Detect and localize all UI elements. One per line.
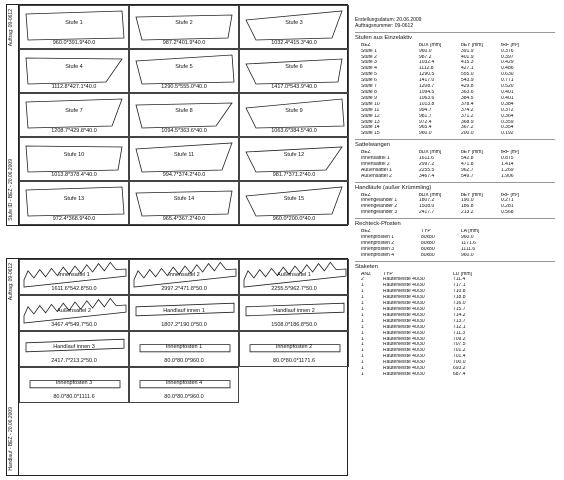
part-outline (136, 103, 232, 128)
part-cell (129, 137, 239, 181)
table-cell: 0.401 (501, 95, 514, 101)
table-cell: 716.0 (453, 301, 466, 307)
part-label: Handlauf innen 1 (163, 307, 205, 314)
table-cell: Rautenleiste 40/30 (383, 360, 425, 366)
part-label: Stufe 13 (63, 196, 85, 203)
part-dimensions: 965.4*367.2*40.0 (162, 216, 206, 222)
table-cell: 1 (361, 330, 364, 336)
section-title: Handläufe (außer Krümmling) (355, 184, 432, 191)
table-cell: 712.1 (453, 324, 466, 330)
table-cell: 0.376 (501, 48, 514, 54)
table-cell: Rautenleiste 40/30 (383, 295, 425, 301)
table-cell: 960.0 (419, 48, 432, 54)
table-cell: 1611.6 (419, 156, 434, 162)
order-line: Auftragsnummer : 09-0612 (355, 22, 414, 29)
table-cell: 2997.2 (419, 161, 435, 167)
table-cell: Innenpfosten 3 (361, 246, 395, 252)
date-line: Erstellungsdatum : 20.06.2009 (355, 17, 422, 23)
table-cell: 1 (361, 348, 364, 354)
part-dimensions: 994.7*374.2*40.0 (162, 172, 206, 178)
table-row (355, 131, 560, 137)
table-cell: 2255.5 (419, 167, 435, 173)
part-label: Innenpfosten 3 (55, 379, 93, 386)
table-cell: 701.4 (453, 354, 466, 360)
part-cell (239, 137, 349, 181)
table-cell: TYP (421, 229, 431, 235)
table-cell: 1032.4 (419, 60, 435, 66)
part-label: Innensattel 2 (168, 271, 200, 278)
part-cell (129, 181, 239, 225)
table-cell: Rautenleiste 40/30 (383, 354, 425, 360)
table-cell: 960.0 (419, 131, 432, 137)
table-cell: 700.0 (453, 360, 466, 366)
table-cell: 401.9 (461, 54, 474, 60)
table-cell: 1063.6 (419, 95, 435, 101)
part-dimensions: 3467.4*549.7*50.0 (51, 322, 97, 328)
part-dimensions: 80.0*80.0*1171.6 (272, 358, 316, 364)
date-label: Erstellungsdatum (355, 17, 394, 23)
table-cell: Stufe 8 (361, 89, 377, 95)
table-cell: Stufe 6 (361, 78, 377, 84)
table-cell: 374.2 (461, 107, 474, 113)
table-cell: Rautenleiste 40/30 (383, 371, 425, 377)
table-cell: 1171.6 (461, 240, 476, 246)
table-cell: 987.2 (419, 54, 432, 60)
part-dimensions: 1208.7*429.8*40.0 (51, 128, 97, 134)
table-cell: Rautenleiste 40/30 (383, 324, 425, 330)
table-cell: Innensattel 2 (361, 161, 390, 167)
part-cell (239, 181, 349, 225)
table-cell: Innensattel 1 (361, 156, 390, 162)
part-dimensions: 1417.0*543.9*40.0 (271, 84, 317, 90)
table-cell: 1013.8 (419, 101, 435, 107)
table-cell: 367.2 (461, 125, 474, 131)
table-cell: Innenpfosten 4 (361, 252, 395, 258)
parts-list-panel (355, 0, 560, 378)
table-cell: Stufe 15 (361, 131, 380, 137)
part-dimensions: 1112.8*427.1*40.0 (51, 84, 97, 90)
table-cell: 1 (361, 324, 364, 330)
table-cell: 1112.8 (419, 66, 434, 72)
table-cell: 2417.7 (419, 210, 435, 216)
date-value: 20.06.2009 (396, 17, 422, 23)
part-dimensions: 1094.5*363.6*40.0 (161, 128, 207, 134)
part-dimensions: 1290.5*555.0*40.0 (161, 84, 207, 90)
table-cell: Rautenleiste 40/30 (383, 348, 425, 354)
part-dimensions: 1508.0*186.8*50.0 (271, 322, 317, 328)
table-cell: Stufe 5 (361, 72, 377, 78)
part-cell (239, 49, 349, 93)
part-label: Stufe 14 (173, 196, 195, 203)
section-divider (355, 182, 555, 183)
part-cell (239, 295, 349, 331)
table-cell: Stufe 2 (361, 54, 377, 60)
table-cell: 1 (361, 289, 364, 295)
table-cell: 378.4 (461, 101, 474, 107)
table-cell: 80x80 (421, 240, 435, 246)
table-cell: Innengeländer 2 (361, 204, 398, 210)
part-cell (19, 49, 129, 93)
part-dimensions: 960.0*200.0*40.0 (272, 216, 316, 222)
part-label: Stufe 9 (285, 108, 303, 115)
part-cell (19, 5, 129, 49)
table-cell: 80x80 (421, 235, 435, 240)
table-cell: 0.281 (501, 204, 514, 210)
table-cell: Rautenleiste 40/30 (383, 312, 425, 318)
table-cell: 0.359 (501, 119, 514, 125)
part-label: Innenpfosten 2 (275, 343, 313, 350)
table-cell: 1 (361, 354, 364, 360)
part-cell (129, 93, 239, 137)
table-cell: 0.192 (501, 131, 514, 137)
table-cell: 543.9 (461, 78, 474, 84)
table-cell: Rautenleiste 40/30 (383, 277, 425, 283)
table-cell: Außensattel 1 (361, 167, 392, 173)
table-cell: 717.1 (453, 283, 466, 289)
table-cell: 2 (361, 277, 364, 283)
section-title: Sattelwangen (355, 142, 391, 149)
table-cell: Rautenleiste 40/30 (383, 306, 425, 312)
part-outline (246, 147, 342, 172)
table-row (355, 174, 560, 180)
sheet-sidebar (7, 259, 19, 475)
table-cell: 1 (361, 306, 364, 312)
table-cell: Stufe 1 (361, 48, 377, 54)
section-divider (355, 261, 555, 262)
table-cell: LA [mm] (461, 229, 480, 235)
part-cell (129, 367, 239, 403)
part-dimensions: 981.7*371.2*40.0 (272, 172, 316, 178)
table-cell: 384.5 (461, 95, 474, 101)
part-label: Stufe 12 (283, 152, 305, 159)
table-cell: 713.7 (453, 318, 466, 324)
table-cell: BEZ (361, 150, 371, 156)
table-cell: 1 (361, 318, 364, 324)
table-cell: 429.8 (461, 84, 474, 90)
part-cell (19, 331, 129, 367)
table-cell: bDX [mm] (419, 42, 442, 48)
table-cell: Stufe 11 (361, 107, 380, 113)
table-cell: Rautenleiste 40/30 (383, 336, 425, 342)
table-cell: 368.9 (461, 119, 474, 125)
table-cell: Innengeländer 1 (361, 198, 398, 204)
part-cell (19, 259, 129, 295)
table-cell: Innengeländer 3 (361, 210, 398, 216)
table-cell: 0.384 (501, 101, 514, 107)
part-cell (239, 5, 349, 49)
table-cell: Rautenleiste 40/30 (383, 283, 425, 289)
part-cell (19, 295, 129, 331)
part-dimensions: 2255.5*962.7*50.0 (271, 286, 317, 292)
part-outline (26, 58, 122, 84)
table-cell: 0.401 (501, 89, 514, 95)
table-cell: Außensattel 2 (361, 173, 392, 179)
part-cell (239, 331, 349, 367)
table-cell: 415.3 (461, 60, 474, 66)
table-cell: tRF [m²] (501, 192, 520, 198)
part-dimensions: 1611.6*542.8*50.0 (51, 286, 97, 292)
handlauf-sheet (6, 258, 348, 476)
part-cell (129, 259, 239, 295)
table-cell: 962.7 (461, 167, 474, 173)
table-cell: 1290.5 (419, 72, 435, 78)
table-cell: 1111.6 (461, 246, 476, 252)
part-outline (136, 15, 232, 40)
order-value: 09-0612 (394, 22, 414, 29)
table-cell: Stufe 14 (361, 125, 380, 131)
table-cell: 709.2 (453, 336, 466, 342)
section-title: Staketen (355, 263, 378, 270)
parts-tables (355, 32, 560, 378)
part-outline (26, 146, 122, 172)
table-cell: 190.0 (461, 198, 474, 204)
table-cell: 1.906 (501, 173, 514, 179)
table-cell: 200.0 (461, 131, 474, 137)
table-cell: 0.372 (501, 107, 514, 113)
table-cell: 549.7 (461, 173, 474, 179)
table-cell: 972.4 (419, 119, 432, 125)
table-cell: ANZ (361, 271, 371, 277)
table-cell: 711.4 (453, 277, 466, 283)
table-cell: LD [mm] (453, 271, 472, 277)
part-dimensions: 972.4*368.9*40.0 (52, 216, 96, 222)
part-cell (239, 93, 349, 137)
table-cell: bEY [mm] (461, 192, 483, 198)
table-cell: 687.4 (453, 371, 466, 377)
table-cell: 1807.2 (419, 198, 435, 204)
table-cell: Stufe 7 (361, 84, 377, 90)
part-label: Stufe 15 (283, 196, 305, 203)
part-dimensions: 1807.2*190.0*50.0 (161, 322, 207, 328)
part-dimensions: 1063.6*384.5*40.0 (271, 128, 317, 134)
part-cell (239, 259, 349, 295)
table-cell: 0.429 (501, 60, 514, 66)
table-cell: 427.1 (461, 66, 474, 72)
table-cell: 715.7 (453, 306, 466, 312)
part-dimensions: 960.0*391.9*40.0 (52, 40, 96, 46)
table-cell: 1508.0 (419, 204, 435, 210)
part-label: Stufe 10 (63, 152, 85, 159)
table-cell: 0.271 (501, 198, 514, 204)
table-cell: 1417.0 (419, 78, 435, 84)
handlauf-grid (19, 259, 347, 475)
table-row (355, 210, 560, 216)
part-outline (136, 191, 232, 216)
table-cell: Stufe 12 (361, 113, 380, 119)
part-label: Stufe 3 (285, 20, 303, 27)
part-label: Innensattel 1 (58, 271, 90, 278)
part-cell (129, 49, 239, 93)
part-label: Stufe 4 (65, 64, 83, 71)
part-dimensions: 1013.8*378.4*40.0 (51, 172, 97, 178)
part-outline (246, 59, 342, 84)
table-cell: 701.2 (453, 348, 466, 354)
table-cell: Rautenleiste 40/30 (383, 342, 425, 348)
part-dimensions: 2417.7*213.2*50.0 (51, 358, 97, 364)
table-cell: Stufe 4 (361, 66, 377, 72)
table-cell: 0.875 (501, 156, 514, 162)
section-divider (355, 32, 555, 33)
table-cell: Rautenleiste 40/30 (383, 318, 425, 324)
table-cell: BEZ (361, 229, 371, 235)
table-cell: Innenpfosten 1 (361, 235, 395, 240)
table-cell: bEY [mm] (461, 42, 483, 48)
part-label: Innenpfosten 1 (165, 343, 203, 350)
table-cell: 213.2 (461, 210, 474, 216)
table-cell: 1 (361, 295, 364, 301)
table-cell: 1 (361, 312, 364, 318)
table-cell: 960.0 (461, 235, 474, 240)
part-label: Außensattel 1 (277, 271, 311, 278)
table-cell: 0.630 (501, 72, 514, 78)
table-cell: 555.0 (461, 72, 474, 78)
table-cell: 1 (361, 360, 364, 366)
part-dimensions: 1032.4*415.3*40.0 (271, 40, 317, 46)
table-cell: 1094.5 (419, 89, 435, 95)
table-cell: 714.2 (453, 312, 466, 318)
part-label: Handlauf innen 2 (273, 307, 315, 314)
sidebar-order-text: Auftrag: 09-0612 (8, 9, 14, 47)
part-label: Stufe 8 (175, 108, 193, 115)
table-cell: 186.8 (461, 204, 474, 210)
stufen-grid (19, 5, 347, 225)
table-cell: 1 (361, 336, 364, 342)
part-label: Stufe 7 (65, 108, 83, 115)
part-label: Innenpfosten 4 (165, 379, 203, 386)
table-cell: bDX [mm] (419, 192, 442, 198)
part-cell (129, 295, 239, 331)
table-cell: 711.3 (453, 330, 466, 336)
section-divider (355, 139, 555, 140)
table-cell: 471.8 (461, 161, 474, 167)
table-cell: Innenpfosten 2 (361, 240, 395, 246)
table-cell: 0.354 (501, 125, 514, 131)
table-cell: Stufe 13 (361, 119, 380, 125)
part-label: Stufe 6 (285, 64, 303, 71)
table-cell: 1 (361, 342, 364, 348)
part-cell (19, 181, 129, 225)
table-cell: bEY [mm] (461, 150, 483, 156)
table-cell: tRF [m²] (501, 42, 520, 48)
sheet-sidebar (7, 5, 19, 225)
table-cell: 0.486 (501, 66, 514, 72)
part-label: Stufe 5 (175, 64, 193, 71)
table-cell: 994.7 (419, 107, 432, 113)
table-cell: TYP (383, 271, 393, 277)
table-cell: 371.2 (461, 113, 474, 119)
part-label: Handlauf innen 3 (53, 343, 95, 350)
table-cell: bDX [mm] (419, 150, 442, 156)
section-title: Rechteck-Pfosten (355, 221, 401, 228)
table-cell: 965.4 (419, 125, 432, 131)
table-cell: 0.397 (501, 54, 514, 60)
part-cell (19, 367, 129, 403)
sidebar-footer-text: Stufe ID - BEZ - 20.06.2009 (8, 159, 14, 221)
part-dimensions: 80.0*80.0*960.0 (164, 394, 204, 400)
table-cell: 542.8 (461, 156, 474, 162)
table-cell: 0.520 (501, 84, 514, 90)
table-cell: 0.364 (501, 113, 514, 119)
part-dimensions: 80.0*80.0*960.0 (164, 358, 204, 364)
part-cell (19, 93, 129, 137)
part-label: Stufe 2 (175, 20, 193, 27)
part-cell (129, 5, 239, 49)
part-label: Außensattel 2 (57, 307, 91, 314)
table-cell: tRF [m²] (501, 150, 520, 156)
table-cell: 1.414 (501, 161, 514, 167)
sidebar-order-text: Auftrag: 09-0612 (8, 263, 14, 301)
sidebar-footer-text: Handlauf - BEZ - 20.06.2009 (8, 407, 14, 471)
table-cell: Rautenleiste 40/30 (383, 330, 425, 336)
table-row (355, 253, 560, 259)
table-cell: Stufe 9 (361, 95, 377, 101)
part-dimensions: 2997.2*471.8*50.0 (161, 286, 207, 292)
table-cell: 80x80 (421, 252, 435, 258)
table-cell: 960.0 (461, 252, 474, 258)
table-cell: Stufe 3 (361, 60, 377, 66)
table-cell: 981.7 (419, 113, 432, 119)
table-cell: 1 (361, 301, 364, 307)
table-cell: 1 (361, 371, 364, 377)
table-cell: 0.568 (501, 210, 514, 216)
table-cell: Rautenleiste 40/30 (383, 289, 425, 295)
table-cell: 1 (361, 283, 364, 289)
table-cell: 80x80 (421, 246, 435, 252)
table-cell: 1.269 (501, 167, 514, 173)
table-cell: 391.9 (461, 48, 474, 54)
part-label: Stufe 1 (65, 20, 83, 27)
part-dimensions: 80.0*80.0*1111.6 (53, 394, 95, 400)
table-cell: 710.8 (453, 289, 466, 295)
part-label: Stufe 11 (173, 152, 195, 159)
table-cell: 693.2 (453, 366, 466, 372)
section-divider (355, 218, 555, 219)
table-cell: BEZ (361, 42, 371, 48)
table-cell: Rautenleiste 40/30 (383, 301, 425, 307)
table-cell: 1208.7 (419, 84, 435, 90)
table-cell: Stufe 10 (361, 101, 380, 107)
table-cell: 1 (361, 366, 364, 372)
section-title: Stufen aus Einzelaktiv (355, 34, 413, 41)
part-cell (19, 137, 129, 181)
table-cell: 363.6 (461, 89, 474, 95)
table-cell: 718.8 (453, 295, 466, 301)
order-label: Auftragsnummer (355, 22, 392, 29)
table-row (355, 372, 560, 378)
part-dimensions: 987.2*401.9*40.0 (162, 40, 206, 46)
table-cell: 707.5 (453, 342, 466, 348)
table-cell: 0.771 (501, 78, 514, 84)
table-cell: Rautenleiste 40/30 (383, 366, 425, 372)
part-cell (129, 331, 239, 367)
table-cell: 3467.4 (419, 173, 435, 179)
table-cell: BEZ (361, 192, 371, 198)
stufen-sheet (6, 4, 348, 226)
